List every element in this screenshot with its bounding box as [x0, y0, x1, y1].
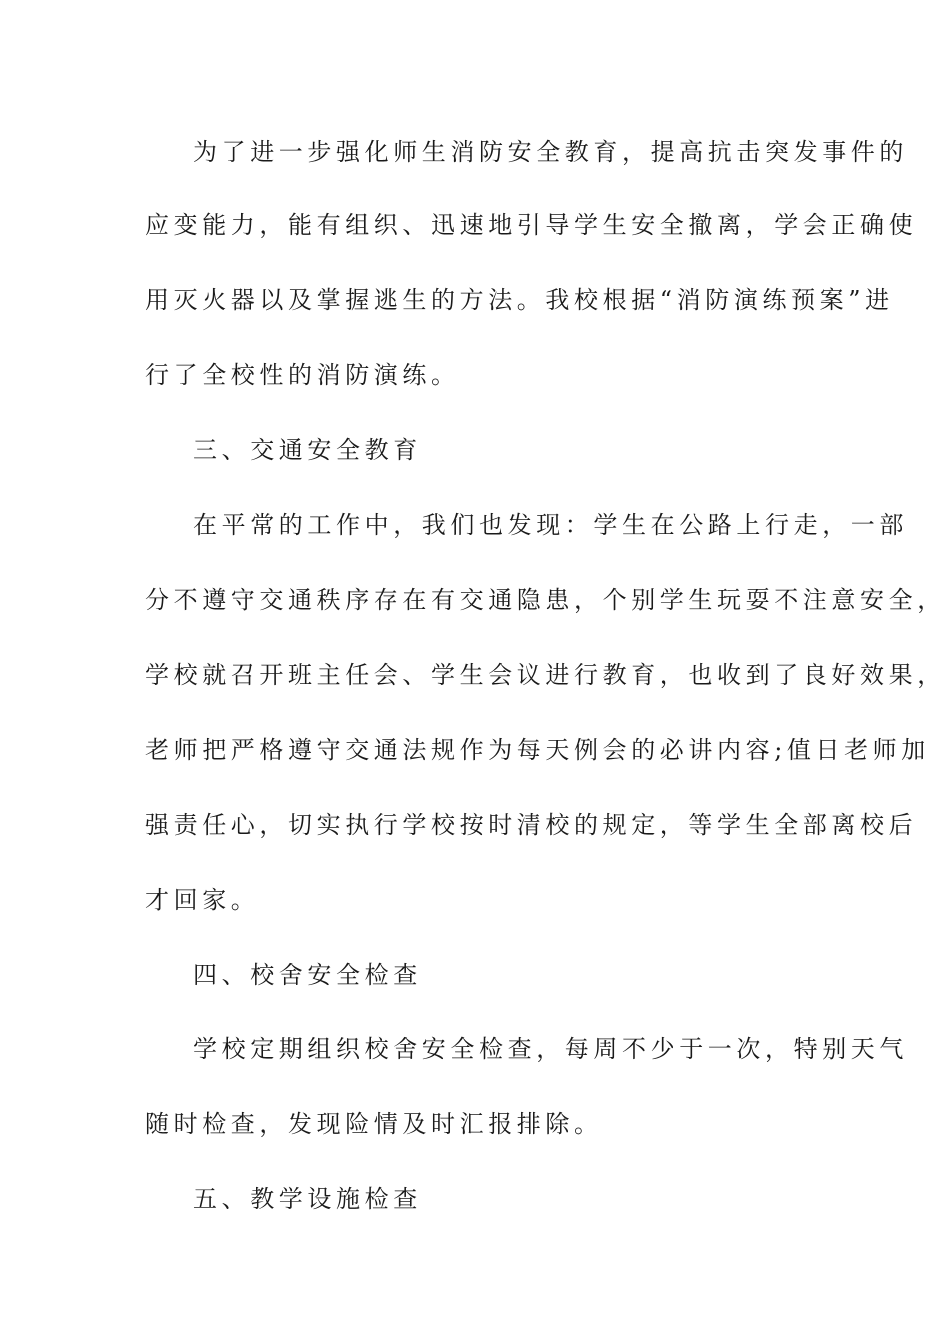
paragraph-line: 应变能力，能有组织、迅速地引导学生安全撤离，学会正确使: [145, 211, 918, 239]
paragraph-line: 用灭火器以及掌握逃生的方法。我校根据“消防演练预案”进: [145, 286, 894, 314]
paragraph-line: 分不遵守交通秩序存在有交通隐患，个别学生玩耍不注意安全，: [145, 586, 946, 614]
paragraph-line: 强责任心，切实执行学校按时清校的规定，等学生全部离校后: [145, 811, 918, 839]
paragraph-line: 随时检查，发现险情及时汇报排除。: [145, 1110, 603, 1138]
section-heading: 五、教学设施检查: [193, 1185, 422, 1213]
section-heading: 四、校舍安全检查: [193, 961, 422, 989]
paragraph-line: 在平常的工作中，我们也发现：学生在公路上行走，一部: [193, 511, 908, 539]
paragraph-line: 为了进一步强化师生消防安全教育，提高抗击突发事件的: [193, 138, 908, 166]
paragraph-line: 学校定期组织校舍安全检查，每周不少于一次，特别天气: [193, 1035, 908, 1063]
paragraph-line: 老师把严格遵守交通法规作为每天例会的必讲内容;值日老师加: [145, 736, 930, 764]
paragraph-line: 行了全校性的消防演练。: [145, 361, 460, 389]
paragraph-line: 才回家。: [145, 886, 260, 914]
paragraph-line: 学校就召开班主任会、学生会议进行教育，也收到了良好效果，: [145, 661, 946, 689]
section-heading: 三、交通安全教育: [193, 436, 422, 464]
